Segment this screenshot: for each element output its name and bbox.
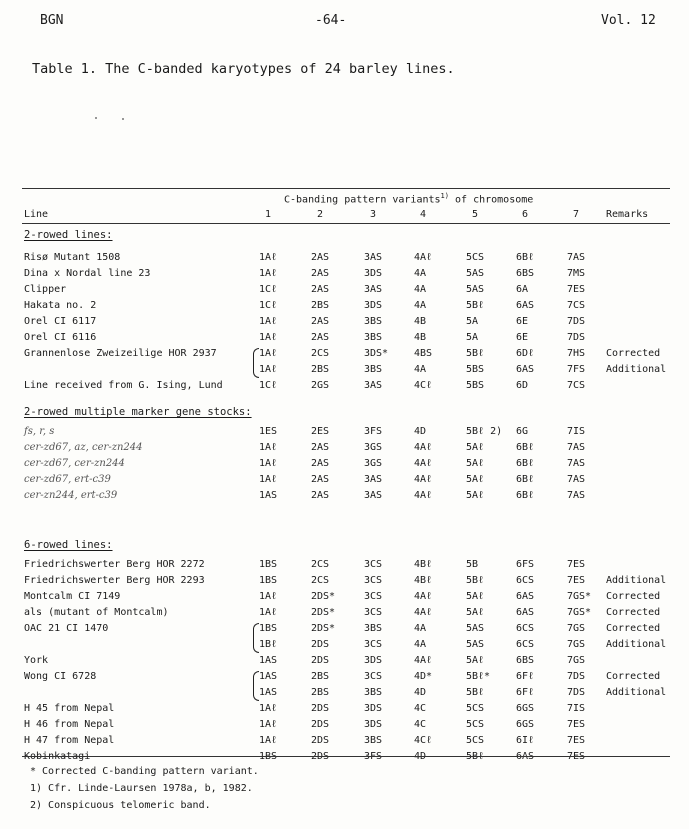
table-row [0, 670, 689, 684]
chromosome-7-variant: 7ES [567, 284, 586, 295]
chromosome-7-variant: 7DS [567, 671, 586, 682]
chromosome-7-variant: 7HS [567, 348, 586, 359]
chromosome-3-variant: 3CS [364, 559, 383, 570]
line-name: Friedrichswerter Berg HOR 2293 [24, 575, 205, 586]
chromosome-3-variant: 3GS [364, 458, 383, 469]
chromosome-1-variant: 1Aℓ [259, 474, 278, 485]
chromosome-3-variant: 3FS [364, 426, 383, 437]
chromosome-1-variant: 1AS [259, 655, 278, 666]
chromosome-5-variant: 5Aℓ [466, 490, 485, 501]
chromosome-3-variant: 3DS* [364, 348, 389, 359]
chromosome-7-variant: 7CS [567, 380, 586, 391]
chromosome-3-variant: 3GS [364, 442, 383, 453]
line-name: York [24, 655, 49, 666]
remark: Corrected [606, 607, 661, 618]
section-heading: 2-rowed lines: [24, 229, 113, 241]
chromosome-4-variant: 4Cℓ [414, 380, 433, 391]
chromosome-7-variant: 7GS* [567, 607, 592, 618]
table-row [0, 347, 689, 361]
chromosome-6-variant: 6A [516, 284, 529, 295]
chromosome-3-variant: 3CS [364, 575, 383, 586]
table-row [0, 299, 689, 313]
chromosome-6-variant: 6Fℓ [516, 671, 535, 682]
chromosome-4-variant: 4A [414, 300, 427, 311]
chromosome-4-variant: 4B [414, 332, 427, 343]
chromosome-7-variant: 7CS [567, 300, 586, 311]
chromosome-4-variant [414, 750, 426, 764]
chromosome-6-variant: 6CS [516, 639, 535, 650]
chromosome-7-variant: 7GS [567, 655, 586, 666]
table-row [0, 283, 689, 297]
chromosome-7-variant: 7ES [567, 735, 586, 746]
chromosome-2-variant: 2DS [311, 703, 330, 714]
line-name: Wong CI 6728 [24, 671, 97, 682]
line-name: cer-zd67, ert-c39 [24, 474, 111, 485]
chromosome-1-variant: 1Aℓ [259, 591, 278, 602]
chromosome-7-variant: 7AS [567, 442, 586, 453]
chromosome-1-variant: 1AS [259, 671, 278, 682]
line-name: H 46 from Nepal [24, 719, 115, 730]
chromosome-6-variant: 6AS [516, 591, 535, 602]
chromosome-3-variant: 3BS [364, 735, 383, 746]
line-name: Montcalm CI 7149 [24, 591, 121, 602]
chromosome-5-variant [466, 750, 484, 764]
chromosome-5-variant: 5BS [466, 380, 485, 391]
chromosome-3-variant: 3AS [364, 284, 383, 295]
table-row [0, 734, 689, 748]
chromosome-2-variant: 2AS [311, 474, 330, 485]
remark: Corrected [606, 591, 661, 602]
chromosome-4-variant: 4Aℓ [414, 252, 433, 263]
chromosome-4-variant: 4D* [414, 671, 433, 682]
table-row [0, 702, 689, 716]
chromosome-5-variant: 5Aℓ [466, 655, 485, 666]
chromosome-1-variant: 1Aℓ [259, 364, 278, 375]
table-row [0, 489, 689, 503]
chromosome-3-variant: 3DS [364, 300, 383, 311]
chromosome-7-variant: 7AS [567, 474, 586, 485]
table-row [0, 654, 689, 668]
chromosome-5-variant: 5AS [466, 639, 485, 650]
chromosome-2-variant: 2AS [311, 458, 330, 469]
chromosome-3-variant: 3BS [364, 364, 383, 375]
group-header-tail: of chromosome [455, 194, 534, 206]
chromosome-3-variant: 3DS [364, 655, 383, 666]
table-row [0, 686, 689, 700]
line-name: Dina x Nordal line 23 [24, 268, 151, 279]
section-heading: 2-rowed multiple marker gene stocks: [24, 406, 252, 418]
chromosome-7-variant: 7MS [567, 268, 586, 279]
table-row [0, 574, 689, 588]
line-name: cer-zn244, ert-c39 [24, 490, 118, 501]
chromosome-1-variant: 1Aℓ [259, 316, 278, 327]
chromosome-4-variant: 4A [414, 639, 427, 650]
footnote: * Corrected C-banding pattern variant. [30, 766, 259, 777]
chromosome-6-variant: 6CS [516, 575, 535, 586]
line-name: OAC 21 CI 1470 [24, 623, 109, 634]
chromosome-6-variant: 6AS [516, 607, 535, 618]
chromosome-2-variant: 2DS* [311, 623, 336, 634]
chromosome-2-variant: 2BS [311, 300, 330, 311]
chromosome-4-variant: 4A [414, 364, 427, 375]
chromosome-2-variant: 2AS [311, 284, 330, 295]
chromosome-5-variant: 5AS [466, 268, 485, 279]
table-row [0, 441, 689, 455]
chromosome-3-variant: 3BS [364, 623, 383, 634]
table-row [0, 622, 689, 636]
table-row [0, 473, 689, 487]
chromosome-4-variant: 4Bℓ [414, 575, 433, 586]
chromosome-7-variant: 7AS [567, 490, 586, 501]
chromosome-5-variant: 5Bℓ [466, 575, 485, 586]
chromosome-6-variant: 6BS [516, 268, 535, 279]
header-left: BGN [40, 13, 64, 28]
chromosome-5-variant: 5CS [466, 252, 485, 263]
line-name: Risø Mutant 1508 [24, 252, 121, 263]
chromosome-1-variant: 1Aℓ [259, 252, 278, 263]
chromosome-6-variant: 6Bℓ [516, 252, 535, 263]
remark: Corrected [606, 671, 661, 682]
chromosome-2-variant: 2AS [311, 490, 330, 501]
chromosome-1-variant: 1Cℓ [259, 284, 278, 295]
chromosome-2-variant [311, 750, 329, 764]
line-name: H 45 from Nepal [24, 703, 115, 714]
chromosome-4-variant: 4Aℓ [414, 490, 433, 501]
chromosome-3-variant: 3BS [364, 316, 383, 327]
chromosome-1-variant: 1Aℓ [259, 735, 278, 746]
chromosome-3-variant: 3AS [364, 380, 383, 391]
table-row [0, 425, 689, 439]
line-name [24, 750, 90, 764]
table-row [0, 558, 689, 572]
table-row [0, 315, 689, 329]
chromosome-6-variant: 6Fℓ [516, 687, 535, 698]
table-top-rule [22, 188, 670, 189]
column-header-chr-1: 1 [265, 209, 272, 220]
remark: Additional [606, 687, 667, 698]
chromosome-1-variant: 1Aℓ [259, 703, 278, 714]
chromosome-4-variant: 4Aℓ [414, 607, 433, 618]
chromosome-1-variant: 1AS [259, 687, 278, 698]
chromosome-6-variant: 6CS [516, 623, 535, 634]
speck [95, 117, 97, 119]
chromosome-1-variant: 1ES [259, 426, 278, 437]
chromosome-4-variant: 4A [414, 268, 427, 279]
column-header-chr-5: 5 [472, 209, 479, 220]
speck [122, 118, 124, 120]
chromosome-6-variant: 6E [516, 316, 529, 327]
footnote: 2) Conspicuous telomeric band. [30, 800, 211, 811]
line-name: Clipper [24, 284, 67, 295]
chromosome-3-variant: 3AS [364, 252, 383, 263]
chromosome-5-variant: 5CS [466, 703, 485, 714]
chromosome-3-variant: 3DS [364, 268, 383, 279]
chromosome-2-variant: 2AS [311, 442, 330, 453]
line-name: H 47 from Nepal [24, 735, 115, 746]
chromosome-2-variant: 2BS [311, 671, 330, 682]
table-row [0, 363, 689, 377]
table-row [0, 251, 689, 265]
chromosome-6-variant: 6Bℓ [516, 474, 535, 485]
chromosome-5-variant: 5AS [466, 284, 485, 295]
chromosome-6-variant: 6G [516, 426, 529, 437]
line-name: Orel CI 6116 [24, 332, 97, 343]
chromosome-6-variant: 6D [516, 380, 529, 391]
chromosome-4-variant: 4C [414, 719, 427, 730]
line-name: Orel CI 6117 [24, 316, 97, 327]
table-row [0, 379, 689, 393]
chromosome-2-variant: 2AS [311, 268, 330, 279]
chromosome-2-variant: 2CS [311, 559, 330, 570]
chromosome-1-variant: 1Aℓ [259, 442, 278, 453]
remark: Corrected [606, 623, 661, 634]
section-heading: 6-rowed lines: [24, 539, 113, 551]
chromosome-1-variant: 1AS [259, 490, 278, 501]
chromosome-6-variant: 6Dℓ [516, 348, 535, 359]
chromosome-4-variant: 4A [414, 284, 427, 295]
line-name: Hakata no. 2 [24, 300, 97, 311]
column-header-chr-7: 7 [573, 209, 580, 220]
chromosome-7-variant: 7GS [567, 639, 586, 650]
chromosome-7-variant: 7AS [567, 252, 586, 263]
chromosome-4-variant: 4BS [414, 348, 433, 359]
chromosome-6-variant: 6BS [516, 655, 535, 666]
table-row [0, 457, 689, 471]
chromosome-6-variant: 6FS [516, 559, 535, 570]
column-header-remarks: Remarks [606, 209, 649, 220]
chromosome-3-variant: 3CS [364, 671, 383, 682]
chromosome-1-variant: 1BS [259, 559, 278, 570]
chromosome-5-variant: 5Bℓ [466, 348, 485, 359]
remark: Additional [606, 364, 667, 375]
chromosome-3-variant: 3BS [364, 332, 383, 343]
chromosome-2-variant: 2DS [311, 639, 330, 650]
chromosome-1-variant: 1Bℓ [259, 639, 278, 650]
line-name: fs, r, s [24, 426, 55, 437]
chromosome-3-variant: 3AS [364, 474, 383, 485]
chromosome-5-variant: 5Aℓ [466, 474, 485, 485]
chromosome-7-variant: 7IS [567, 426, 586, 437]
column-header-chr-4: 4 [420, 209, 427, 220]
chromosome-5-variant: 5A [466, 332, 479, 343]
chromosome-4-variant: 4Bℓ [414, 559, 433, 570]
column-header-chr-2: 2 [317, 209, 324, 220]
chromosome-2-variant: 2AS [311, 252, 330, 263]
chromosome-1-variant: 1Aℓ [259, 719, 278, 730]
group-header-footnote: 1) [440, 192, 449, 200]
chromosome-5-variant: 5B [466, 559, 479, 570]
chromosome-6-variant: 6GS [516, 703, 535, 714]
column-header-chr-6: 6 [522, 209, 529, 220]
chromosome-7-variant: 7DS [567, 316, 586, 327]
line-name: cer-zd67, az, cer-zn244 [24, 442, 143, 453]
table-row [0, 267, 689, 281]
remark: Additional [606, 575, 667, 586]
chromosome-2-variant: 2DS [311, 719, 330, 730]
chromosome-5-variant: 5AS [466, 623, 485, 634]
chromosome-2-variant: 2ES [311, 426, 330, 437]
footnote: 1) Cfr. Linde-Laursen 1978a, b, 1982. [30, 783, 253, 794]
line-name: als (mutant of Montcalm) [24, 607, 169, 618]
chromosome-7-variant: 7ES [567, 575, 586, 586]
chromosome-1-variant: 1BS [259, 623, 278, 634]
chromosome-2-variant: 2AS [311, 332, 330, 343]
chromosome-3-variant: 3CS [364, 639, 383, 650]
chromosome-7-variant: 7ES [567, 559, 586, 570]
chromosome-2-variant: 2AS [311, 316, 330, 327]
chromosome-5-variant: 5Bℓ 2) [466, 426, 503, 437]
table-row [0, 718, 689, 732]
chromosome-4-variant: 4Cℓ [414, 735, 433, 746]
header-rule [22, 223, 670, 224]
chromosome-3-variant: 3CS [364, 607, 383, 618]
remark: Corrected [606, 348, 661, 359]
chromosome-6-variant: 6Iℓ [516, 735, 535, 746]
chromosome-6-variant: 6Bℓ [516, 490, 535, 501]
chromosome-4-variant: 4Aℓ [414, 591, 433, 602]
chromosome-4-variant: 4D [414, 426, 427, 437]
group-header-text: C-banding pattern variants [284, 194, 441, 206]
table-row [0, 590, 689, 604]
table-bottom-rule [22, 756, 670, 757]
chromosome-6-variant: 6GS [516, 719, 535, 730]
chromosome-4-variant: 4Aℓ [414, 458, 433, 469]
chromosome-5-variant: 5Aℓ [466, 458, 485, 469]
chromosome-6-variant: 6Bℓ [516, 458, 535, 469]
chromosome-1-variant: 1Aℓ [259, 268, 278, 279]
chromosome-3-variant: 3BS [364, 687, 383, 698]
column-header-line: Line [24, 209, 49, 220]
column-header-chr-3: 3 [370, 209, 377, 220]
chromosome-7-variant: 7FS [567, 364, 586, 375]
chromosome-7-variant: 7GS* [567, 591, 592, 602]
chromosome-1-variant [259, 750, 277, 764]
chromosome-6-variant: 6AS [516, 364, 535, 375]
table-row [0, 750, 689, 764]
chromosome-2-variant: 2DS* [311, 591, 336, 602]
chromosome-1-variant: 1Cℓ [259, 380, 278, 391]
chromosome-4-variant: 4C [414, 703, 427, 714]
chromosome-3-variant: 3CS [364, 591, 383, 602]
table-row [0, 606, 689, 620]
chromosome-2-variant: 2DS [311, 655, 330, 666]
chromosome-3-variant: 3DS [364, 719, 383, 730]
chromosome-3-variant: 3AS [364, 490, 383, 501]
chromosome-7-variant: 7DS [567, 687, 586, 698]
chromosome-7-variant [567, 750, 585, 764]
chromosome-7-variant: 7IS [567, 703, 586, 714]
chromosome-4-variant: 4Aℓ [414, 442, 433, 453]
chromosome-6-variant: 6AS [516, 300, 535, 311]
chromosome-6-variant: 6E [516, 332, 529, 343]
chromosome-5-variant: 5CS [466, 735, 485, 746]
chromosome-6-variant: 6Bℓ [516, 442, 535, 453]
line-name: cer-zd67, cer-zn244 [24, 458, 125, 469]
chromosome-1-variant: 1Aℓ [259, 607, 278, 618]
chromosome-5-variant: 5Aℓ [466, 607, 485, 618]
chromosome-4-variant: 4Aℓ [414, 474, 433, 485]
chromosome-2-variant: 2CS [311, 348, 330, 359]
line-name: Friedrichswerter Berg HOR 2272 [24, 559, 205, 570]
chromosome-4-variant: 4D [414, 687, 427, 698]
chromosome-4-variant: 4Aℓ [414, 655, 433, 666]
line-name: Line received from G. Ising, Lund [24, 380, 223, 391]
chromosome-5-variant: 5Bℓ [466, 300, 485, 311]
chromosome-2-variant: 2CS [311, 575, 330, 586]
volume: Vol. 12 [601, 13, 656, 28]
page-number: -64- [315, 13, 347, 28]
chromosome-5-variant: 5A [466, 316, 479, 327]
chromosome-2-variant: 2GS [311, 380, 330, 391]
chromosome-7-variant: 7DS [567, 332, 586, 343]
chromosome-5-variant: 5BS [466, 364, 485, 375]
chromosome-1-variant: 1Aℓ [259, 458, 278, 469]
chromosome-5-variant: 5Aℓ [466, 442, 485, 453]
line-name: Grannenlose Zweizeilige HOR 2937 [24, 348, 217, 359]
group-header [284, 192, 533, 205]
chromosome-2-variant: 2BS [311, 687, 330, 698]
chromosome-4-variant: 4B [414, 316, 427, 327]
chromosome-3-variant [364, 750, 382, 764]
chromosome-4-variant: 4A [414, 623, 427, 634]
chromosome-7-variant: 7AS [567, 458, 586, 469]
chromosome-2-variant: 2DS* [311, 607, 336, 618]
chromosome-1-variant: 1Cℓ [259, 300, 278, 311]
chromosome-3-variant: 3DS [364, 703, 383, 714]
chromosome-1-variant: 1BS [259, 575, 278, 586]
chromosome-6-variant [516, 750, 534, 764]
chromosome-5-variant: 5CS [466, 719, 485, 730]
chromosome-5-variant: 5Bℓ [466, 687, 485, 698]
chromosome-5-variant: 5Bℓ* [466, 671, 491, 682]
chromosome-1-variant: 1Aℓ [259, 332, 278, 343]
table-title: Table 1. The C-banded karyotypes of 24 barley lines. [32, 61, 455, 77]
chromosome-2-variant: 2DS [311, 735, 330, 746]
table-row [0, 331, 689, 345]
chromosome-7-variant: 7GS [567, 623, 586, 634]
chromosome-2-variant: 2BS [311, 364, 330, 375]
table-row [0, 638, 689, 652]
chromosome-7-variant: 7ES [567, 719, 586, 730]
chromosome-5-variant: 5Aℓ [466, 591, 485, 602]
chromosome-1-variant: 1Aℓ [259, 348, 278, 359]
remark: Additional [606, 639, 667, 650]
